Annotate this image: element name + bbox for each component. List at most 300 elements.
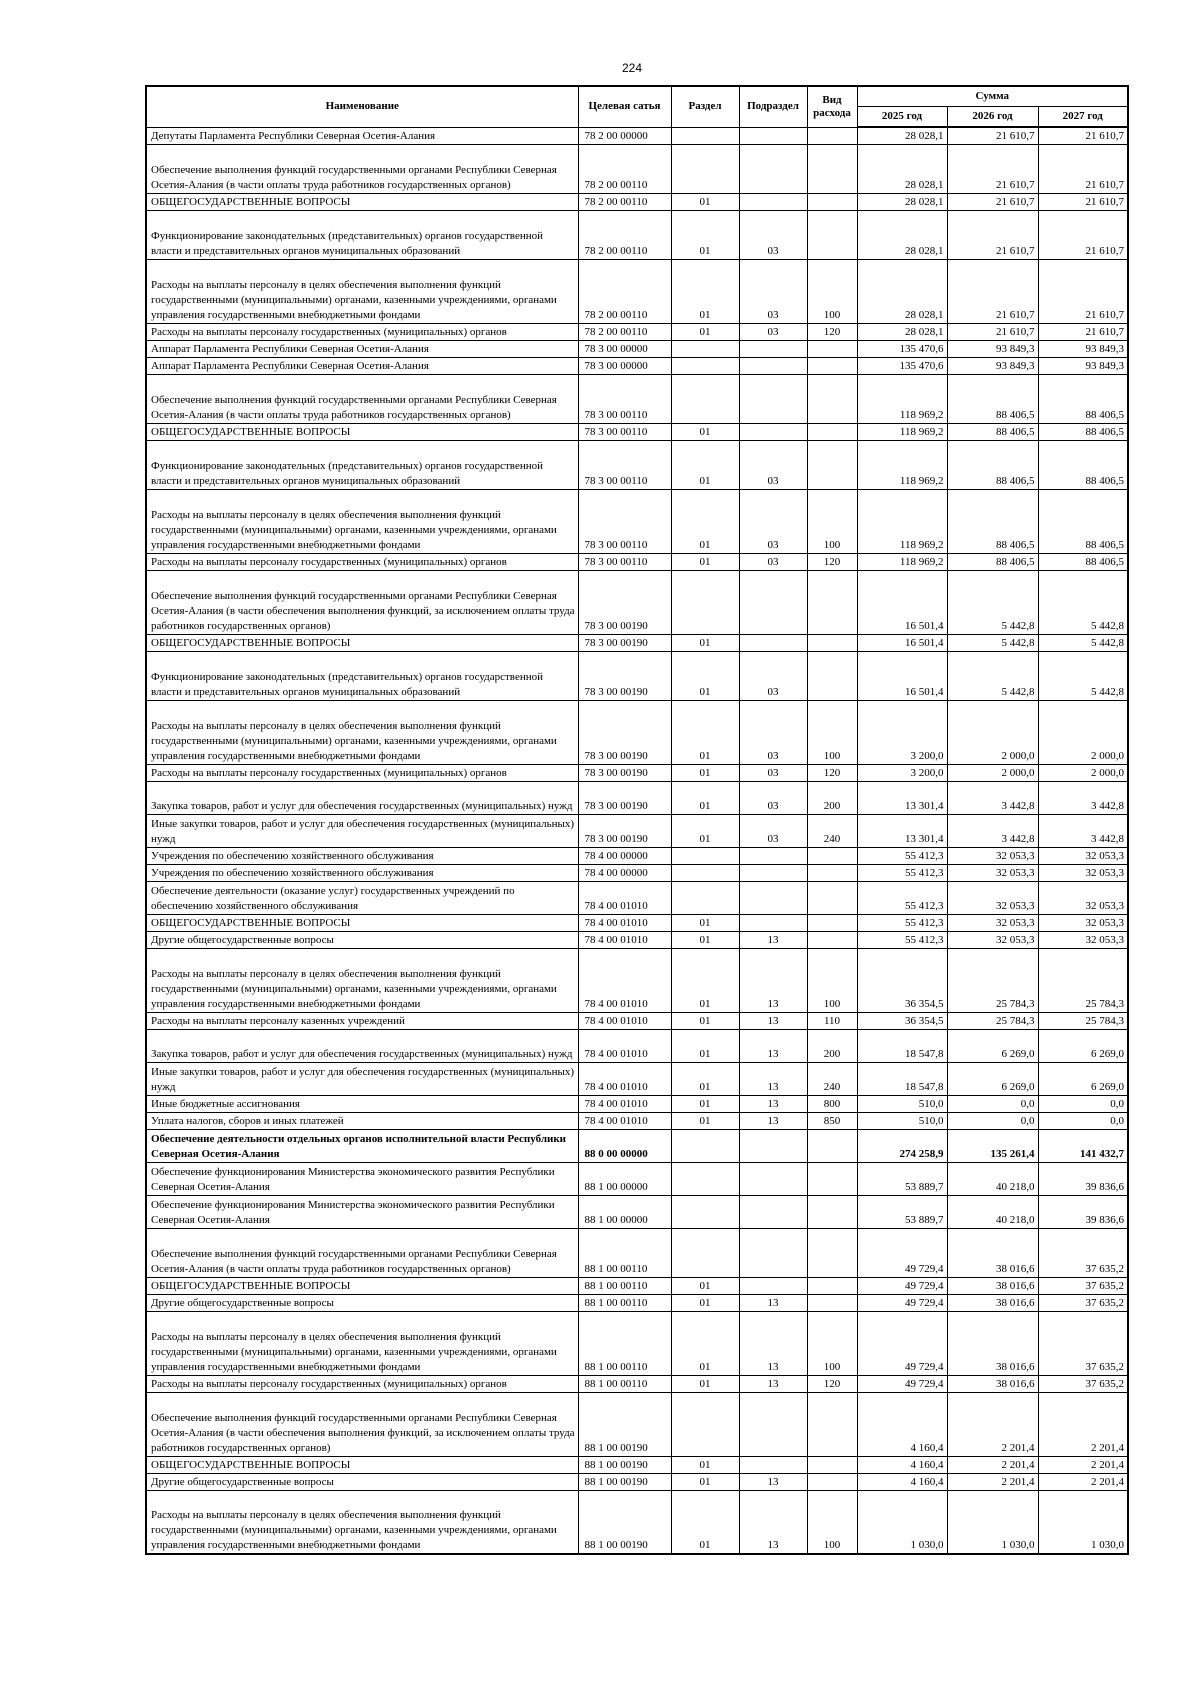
row-sum-2027: 93 849,3 [1038, 340, 1128, 357]
row-name: Обеспечение деятельности (оказание услуг) государственных учреждений по обеспечению хозяйственного обслуживания [146, 881, 578, 914]
row-expense-type [807, 1473, 857, 1490]
row-expense-type [807, 1456, 857, 1473]
row-target-code: 78 4 00 01010 [578, 1095, 671, 1112]
row-subsection: 03 [739, 814, 807, 847]
row-subsection: 03 [739, 440, 807, 489]
row-expense-type: 240 [807, 814, 857, 847]
row-section [671, 1129, 739, 1162]
row-sum-2026: 32 053,3 [947, 914, 1038, 931]
row-section: 01 [671, 1375, 739, 1392]
row-expense-type [807, 1392, 857, 1456]
row-expense-type: 200 [807, 781, 857, 814]
row-expense-type: 100 [807, 700, 857, 764]
row-name: Закупка товаров, работ и услуг для обеспечения государственных (муниципальных) нужд [146, 1029, 578, 1062]
row-expense-type: 120 [807, 553, 857, 570]
row-sum-2025: 49 729,4 [857, 1311, 947, 1375]
row-sum-2027: 3 442,8 [1038, 814, 1128, 847]
row-sum-2027: 37 635,2 [1038, 1311, 1128, 1375]
row-sum-2026: 2 201,4 [947, 1456, 1038, 1473]
row-name: ОБЩЕГОСУДАРСТВЕННЫЕ ВОПРОСЫ [146, 423, 578, 440]
row-section: 01 [671, 1456, 739, 1473]
row-sum-2025: 28 028,1 [857, 259, 947, 323]
row-subsection: 03 [739, 323, 807, 340]
row-section [671, 1195, 739, 1228]
row-name: Обеспечение выполнения функций государственными органами Республики Северная Осетия-Алания (в части обеспечения выполнения функций, за исключением оплаты труда работников государственных органов) [146, 1392, 578, 1456]
row-sum-2026: 2 000,0 [947, 700, 1038, 764]
row-section: 01 [671, 210, 739, 259]
row-sum-2027: 37 635,2 [1038, 1375, 1128, 1392]
row-expense-type: 110 [807, 1012, 857, 1029]
row-sum-2026: 88 406,5 [947, 489, 1038, 553]
row-sum-2025: 13 301,4 [857, 814, 947, 847]
row-sum-2027: 21 610,7 [1038, 193, 1128, 210]
row-sum-2027: 39 836,6 [1038, 1162, 1128, 1195]
row-target-code: 78 3 00 00190 [578, 634, 671, 651]
row-sum-2025: 135 470,6 [857, 340, 947, 357]
row-section: 01 [671, 1062, 739, 1095]
row-sum-2027: 0,0 [1038, 1112, 1128, 1129]
row-sum-2026: 21 610,7 [947, 193, 1038, 210]
row-sum-2027: 88 406,5 [1038, 553, 1128, 570]
header-sum: Сумма [857, 86, 1128, 107]
row-section: 01 [671, 814, 739, 847]
row-section: 01 [671, 193, 739, 210]
row-sum-2025: 3 200,0 [857, 764, 947, 781]
table-row [146, 423, 1128, 440]
table-row [146, 1062, 1128, 1095]
header-year-2025: 2025 год [857, 107, 947, 128]
table-row [146, 1473, 1128, 1490]
row-target-code: 78 4 00 01010 [578, 1012, 671, 1029]
row-sum-2026: 135 261,4 [947, 1129, 1038, 1162]
row-sum-2025: 55 412,3 [857, 931, 947, 948]
row-target-code: 78 3 00 00110 [578, 423, 671, 440]
row-name: Расходы на выплаты персоналу в целях обеспечения выполнения функций государственными (муниципальными) органами, казенными учреждениями, органами управления государственными внебюджетными фондами [146, 489, 578, 553]
row-sum-2027: 2 000,0 [1038, 700, 1128, 764]
table-row [146, 881, 1128, 914]
row-target-code: 88 1 00 00190 [578, 1490, 671, 1554]
row-sum-2027: 32 053,3 [1038, 931, 1128, 948]
row-section [671, 144, 739, 193]
row-sum-2026: 2 000,0 [947, 764, 1038, 781]
row-name: Обеспечение выполнения функций государственными органами Республики Северная Осетия-Алания (в части оплаты труда работников государственных органов) [146, 374, 578, 423]
row-subsection: 13 [739, 1095, 807, 1112]
row-name: Обеспечение выполнения функций государственными органами Республики Северная Осетия-Алания (в части оплаты труда работников государственных органов) [146, 1228, 578, 1277]
table-row [146, 340, 1128, 357]
row-target-code: 78 3 00 00190 [578, 651, 671, 700]
row-name: Расходы на выплаты персоналу государственных (муниципальных) органов [146, 553, 578, 570]
row-section [671, 340, 739, 357]
row-expense-type [807, 570, 857, 634]
row-expense-type: 100 [807, 259, 857, 323]
row-subsection: 03 [739, 210, 807, 259]
row-name: Обеспечение функционирования Министерства экономического развития Республики Северная Осетия-Алания [146, 1162, 578, 1195]
row-section [671, 864, 739, 881]
header-name: Наименование [146, 86, 578, 127]
row-target-code: 78 4 00 01010 [578, 948, 671, 1012]
row-target-code: 78 3 00 00000 [578, 340, 671, 357]
row-subsection [739, 634, 807, 651]
row-sum-2026: 21 610,7 [947, 323, 1038, 340]
row-section: 01 [671, 781, 739, 814]
row-name: Обеспечение деятельности отдельных органов исполнительной власти Республики Северная Осетия-Алания [146, 1129, 578, 1162]
row-expense-type: 100 [807, 948, 857, 1012]
row-name: Функционирование законодательных (представительных) органов государственной власти и представительных органов муниципальных образований [146, 210, 578, 259]
row-name: ОБЩЕГОСУДАРСТВЕННЫЕ ВОПРОСЫ [146, 193, 578, 210]
row-sum-2026: 32 053,3 [947, 881, 1038, 914]
row-subsection [739, 193, 807, 210]
row-name: Функционирование законодательных (представительных) органов государственной власти и представительных органов муниципальных образований [146, 651, 578, 700]
table-row [146, 914, 1128, 931]
row-expense-type: 120 [807, 764, 857, 781]
row-subsection [739, 847, 807, 864]
row-sum-2026: 5 442,8 [947, 570, 1038, 634]
table-row [146, 323, 1128, 340]
row-sum-2025: 55 412,3 [857, 864, 947, 881]
table-row [146, 570, 1128, 634]
table-row [146, 259, 1128, 323]
header-section: Раздел [671, 86, 739, 127]
row-sum-2025: 18 547,8 [857, 1029, 947, 1062]
row-subsection [739, 127, 807, 144]
row-name: Иные закупки товаров, работ и услуг для обеспечения государственных (муниципальных) нужд [146, 814, 578, 847]
row-sum-2027: 2 201,4 [1038, 1473, 1128, 1490]
table-row [146, 440, 1128, 489]
row-subsection [739, 423, 807, 440]
row-subsection [739, 1277, 807, 1294]
table-row [146, 357, 1128, 374]
row-expense-type [807, 374, 857, 423]
row-sum-2025: 3 200,0 [857, 700, 947, 764]
table-body [146, 127, 1128, 1554]
row-sum-2027: 2 000,0 [1038, 764, 1128, 781]
row-sum-2026: 38 016,6 [947, 1294, 1038, 1311]
row-section: 01 [671, 1490, 739, 1554]
row-name: Расходы на выплаты персоналу казенных учреждений [146, 1012, 578, 1029]
row-name: Обеспечение выполнения функций государственными органами Республики Северная Осетия-Алания (в части обеспечения выполнения функций, за исключением оплаты труда работников государственных органов) [146, 570, 578, 634]
row-section: 01 [671, 1112, 739, 1129]
row-sum-2026: 32 053,3 [947, 864, 1038, 881]
row-subsection [739, 914, 807, 931]
table-row [146, 1490, 1128, 1554]
row-sum-2027: 32 053,3 [1038, 864, 1128, 881]
table-row [146, 781, 1128, 814]
row-sum-2027: 5 442,8 [1038, 651, 1128, 700]
row-expense-type: 850 [807, 1112, 857, 1129]
row-sum-2025: 49 729,4 [857, 1294, 947, 1311]
row-sum-2025: 16 501,4 [857, 570, 947, 634]
row-sum-2025: 36 354,5 [857, 948, 947, 1012]
row-section: 01 [671, 1012, 739, 1029]
row-subsection [739, 1456, 807, 1473]
row-section [671, 357, 739, 374]
row-section [671, 847, 739, 864]
row-name: Расходы на выплаты персоналу в целях обеспечения выполнения функций государственными (муниципальными) органами, казенными учреждениями, органами управления государственными внебюджетными фондами [146, 259, 578, 323]
row-sum-2027: 37 635,2 [1038, 1294, 1128, 1311]
table-row [146, 1095, 1128, 1112]
row-target-code: 78 3 00 00110 [578, 553, 671, 570]
row-target-code: 88 1 00 00110 [578, 1294, 671, 1311]
row-target-code: 78 2 00 00110 [578, 259, 671, 323]
row-target-code: 78 3 00 00000 [578, 357, 671, 374]
row-name: Функционирование законодательных (представительных) органов государственной власти и представительных органов муниципальных образований [146, 440, 578, 489]
row-sum-2026: 88 406,5 [947, 374, 1038, 423]
row-sum-2026: 25 784,3 [947, 948, 1038, 1012]
row-name: Расходы на выплаты персоналу государственных (муниципальных) органов [146, 1375, 578, 1392]
row-target-code: 88 1 00 00110 [578, 1277, 671, 1294]
row-section [671, 127, 739, 144]
row-sum-2026: 21 610,7 [947, 127, 1038, 144]
row-target-code: 88 0 00 00000 [578, 1129, 671, 1162]
row-subsection [739, 864, 807, 881]
row-section: 01 [671, 651, 739, 700]
budget-table [145, 85, 1129, 1555]
row-sum-2025: 118 969,2 [857, 374, 947, 423]
row-subsection: 03 [739, 700, 807, 764]
row-sum-2026: 5 442,8 [947, 651, 1038, 700]
row-sum-2025: 1 030,0 [857, 1490, 947, 1554]
row-sum-2025: 118 969,2 [857, 440, 947, 489]
row-name: ОБЩЕГОСУДАРСТВЕННЫЕ ВОПРОСЫ [146, 1456, 578, 1473]
row-sum-2026: 40 218,0 [947, 1162, 1038, 1195]
row-subsection: 03 [739, 764, 807, 781]
row-name: Другие общегосударственные вопросы [146, 931, 578, 948]
row-sum-2025: 18 547,8 [857, 1062, 947, 1095]
row-name: Депутаты Парламента Республики Северная Осетия-Алания [146, 127, 578, 144]
row-sum-2025: 4 160,4 [857, 1473, 947, 1490]
row-subsection [739, 374, 807, 423]
row-sum-2027: 6 269,0 [1038, 1029, 1128, 1062]
row-section: 01 [671, 1277, 739, 1294]
row-sum-2026: 93 849,3 [947, 340, 1038, 357]
row-sum-2025: 28 028,1 [857, 323, 947, 340]
row-sum-2026: 38 016,6 [947, 1277, 1038, 1294]
row-subsection [739, 340, 807, 357]
row-section: 01 [671, 1029, 739, 1062]
row-sum-2027: 5 442,8 [1038, 570, 1128, 634]
row-target-code: 78 4 00 01010 [578, 1029, 671, 1062]
table-row [146, 1392, 1128, 1456]
row-section [671, 374, 739, 423]
row-name: Расходы на выплаты персоналу в целях обеспечения выполнения функций государственными (муниципальными) органами, казенными учреждениями, органами управления государственными внебюджетными фондами [146, 948, 578, 1012]
table-row [146, 144, 1128, 193]
row-section: 01 [671, 553, 739, 570]
row-sum-2025: 510,0 [857, 1095, 947, 1112]
row-section [671, 1392, 739, 1456]
row-sum-2026: 88 406,5 [947, 440, 1038, 489]
row-sum-2025: 28 028,1 [857, 210, 947, 259]
row-sum-2026: 0,0 [947, 1112, 1038, 1129]
row-section: 01 [671, 259, 739, 323]
row-sum-2025: 53 889,7 [857, 1195, 947, 1228]
row-subsection [739, 1392, 807, 1456]
table-row [146, 847, 1128, 864]
row-sum-2027: 21 610,7 [1038, 127, 1128, 144]
row-name: Расходы на выплаты персоналу в целях обеспечения выполнения функций государственными (муниципальными) органами, казенными учреждениями, органами управления государственными внебюджетными фондами [146, 700, 578, 764]
row-sum-2027: 93 849,3 [1038, 357, 1128, 374]
row-sum-2026: 21 610,7 [947, 210, 1038, 259]
row-target-code: 78 4 00 01010 [578, 1112, 671, 1129]
row-section: 01 [671, 1473, 739, 1490]
table-row [146, 1012, 1128, 1029]
row-sum-2026: 6 269,0 [947, 1062, 1038, 1095]
row-sum-2025: 55 412,3 [857, 914, 947, 931]
row-subsection: 13 [739, 948, 807, 1012]
row-expense-type [807, 127, 857, 144]
row-target-code: 78 2 00 00110 [578, 210, 671, 259]
row-sum-2027: 1 030,0 [1038, 1490, 1128, 1554]
row-expense-type [807, 1162, 857, 1195]
row-expense-type [807, 193, 857, 210]
row-sum-2027: 0,0 [1038, 1095, 1128, 1112]
row-expense-type: 240 [807, 1062, 857, 1095]
row-sum-2027: 37 635,2 [1038, 1228, 1128, 1277]
row-sum-2025: 135 470,6 [857, 357, 947, 374]
row-target-code: 88 1 00 00000 [578, 1162, 671, 1195]
row-name: Другие общегосударственные вопросы [146, 1294, 578, 1311]
row-subsection [739, 570, 807, 634]
row-sum-2026: 38 016,6 [947, 1311, 1038, 1375]
row-target-code: 78 3 00 00110 [578, 374, 671, 423]
row-sum-2025: 13 301,4 [857, 781, 947, 814]
row-target-code: 78 3 00 00190 [578, 764, 671, 781]
table-row [146, 814, 1128, 847]
row-target-code: 88 1 00 00110 [578, 1228, 671, 1277]
row-sum-2025: 4 160,4 [857, 1392, 947, 1456]
table-row [146, 210, 1128, 259]
row-name: Закупка товаров, работ и услуг для обеспечения государственных (муниципальных) нужд [146, 781, 578, 814]
row-expense-type [807, 634, 857, 651]
row-sum-2027: 6 269,0 [1038, 1062, 1128, 1095]
row-sum-2027: 25 784,3 [1038, 1012, 1128, 1029]
row-sum-2027: 88 406,5 [1038, 489, 1128, 553]
table-row [146, 1311, 1128, 1375]
row-sum-2025: 16 501,4 [857, 634, 947, 651]
table-header [146, 86, 1128, 127]
row-section: 01 [671, 764, 739, 781]
row-sum-2025: 49 729,4 [857, 1228, 947, 1277]
row-subsection: 13 [739, 1012, 807, 1029]
row-sum-2026: 5 442,8 [947, 634, 1038, 651]
row-sum-2025: 36 354,5 [857, 1012, 947, 1029]
row-sum-2027: 37 635,2 [1038, 1277, 1128, 1294]
row-sum-2026: 32 053,3 [947, 931, 1038, 948]
row-expense-type [807, 914, 857, 931]
row-target-code: 78 4 00 01010 [578, 1062, 671, 1095]
table-row [146, 1162, 1128, 1195]
row-target-code: 78 4 00 01010 [578, 881, 671, 914]
row-subsection [739, 1228, 807, 1277]
row-subsection: 03 [739, 651, 807, 700]
table-row [146, 1294, 1128, 1311]
row-name: Учреждения по обеспечению хозяйственного обслуживания [146, 847, 578, 864]
row-target-code: 88 1 00 00190 [578, 1392, 671, 1456]
row-expense-type: 100 [807, 1490, 857, 1554]
row-sum-2026: 38 016,6 [947, 1228, 1038, 1277]
row-sum-2025: 4 160,4 [857, 1456, 947, 1473]
table-row [146, 764, 1128, 781]
row-expense-type [807, 864, 857, 881]
row-sum-2027: 5 442,8 [1038, 634, 1128, 651]
row-target-code: 78 4 00 00000 [578, 847, 671, 864]
row-expense-type: 120 [807, 1375, 857, 1392]
table-row [146, 193, 1128, 210]
table-row [146, 374, 1128, 423]
row-name: Обеспечение выполнения функций государственными органами Республики Северная Осетия-Алания (в части оплаты труда работников государственных органов) [146, 144, 578, 193]
row-target-code: 88 1 00 00000 [578, 1195, 671, 1228]
row-sum-2026: 40 218,0 [947, 1195, 1038, 1228]
row-sum-2026: 3 442,8 [947, 814, 1038, 847]
row-sum-2025: 55 412,3 [857, 881, 947, 914]
table-row [146, 864, 1128, 881]
row-sum-2027: 21 610,7 [1038, 210, 1128, 259]
row-section [671, 1228, 739, 1277]
row-target-code: 88 1 00 00110 [578, 1375, 671, 1392]
page-number: 224 [621, 61, 643, 75]
row-sum-2027: 88 406,5 [1038, 374, 1128, 423]
row-sum-2026: 0,0 [947, 1095, 1038, 1112]
row-name: Расходы на выплаты персоналу в целях обеспечения выполнения функций государственными (муниципальными) органами, казенными учреждениями, органами управления государственными внебюджетными фондами [146, 1311, 578, 1375]
row-section: 01 [671, 489, 739, 553]
row-sum-2025: 28 028,1 [857, 144, 947, 193]
row-sum-2025: 118 969,2 [857, 553, 947, 570]
row-target-code: 78 3 00 00190 [578, 570, 671, 634]
row-subsection: 13 [739, 1112, 807, 1129]
row-sum-2025: 16 501,4 [857, 651, 947, 700]
row-expense-type [807, 423, 857, 440]
table-row [146, 1029, 1128, 1062]
table-row [146, 651, 1128, 700]
row-sum-2026: 88 406,5 [947, 553, 1038, 570]
row-sum-2026: 1 030,0 [947, 1490, 1038, 1554]
row-expense-type [807, 357, 857, 374]
row-section: 01 [671, 1311, 739, 1375]
row-section [671, 1162, 739, 1195]
row-section: 01 [671, 440, 739, 489]
row-target-code: 78 2 00 00000 [578, 127, 671, 144]
row-sum-2027: 141 432,7 [1038, 1129, 1128, 1162]
row-target-code: 78 3 00 00190 [578, 700, 671, 764]
row-name: Расходы на выплаты персоналу государственных (муниципальных) органов [146, 323, 578, 340]
row-subsection: 13 [739, 1062, 807, 1095]
row-target-code: 78 2 00 00110 [578, 193, 671, 210]
table-row [146, 553, 1128, 570]
row-section: 01 [671, 423, 739, 440]
row-name: Аппарат Парламента Республики Северная Осетия-Алания [146, 357, 578, 374]
row-subsection: 13 [739, 931, 807, 948]
header-year-2027: 2027 год [1038, 107, 1128, 128]
row-expense-type [807, 210, 857, 259]
table-row [146, 1112, 1128, 1129]
row-sum-2026: 21 610,7 [947, 144, 1038, 193]
row-section: 01 [671, 1294, 739, 1311]
row-target-code: 78 4 00 00000 [578, 864, 671, 881]
table-row [146, 489, 1128, 553]
row-sum-2025: 49 729,4 [857, 1375, 947, 1392]
row-subsection: 13 [739, 1294, 807, 1311]
header-target: Целевая сатья [578, 86, 671, 127]
row-target-code: 78 2 00 00110 [578, 323, 671, 340]
row-expense-type [807, 340, 857, 357]
header-type: Вид расхода [807, 86, 857, 127]
row-sum-2027: 25 784,3 [1038, 948, 1128, 1012]
row-section: 01 [671, 931, 739, 948]
row-sum-2027: 3 442,8 [1038, 781, 1128, 814]
row-subsection [739, 1129, 807, 1162]
row-sum-2026: 25 784,3 [947, 1012, 1038, 1029]
row-sum-2025: 55 412,3 [857, 847, 947, 864]
row-sum-2027: 88 406,5 [1038, 423, 1128, 440]
